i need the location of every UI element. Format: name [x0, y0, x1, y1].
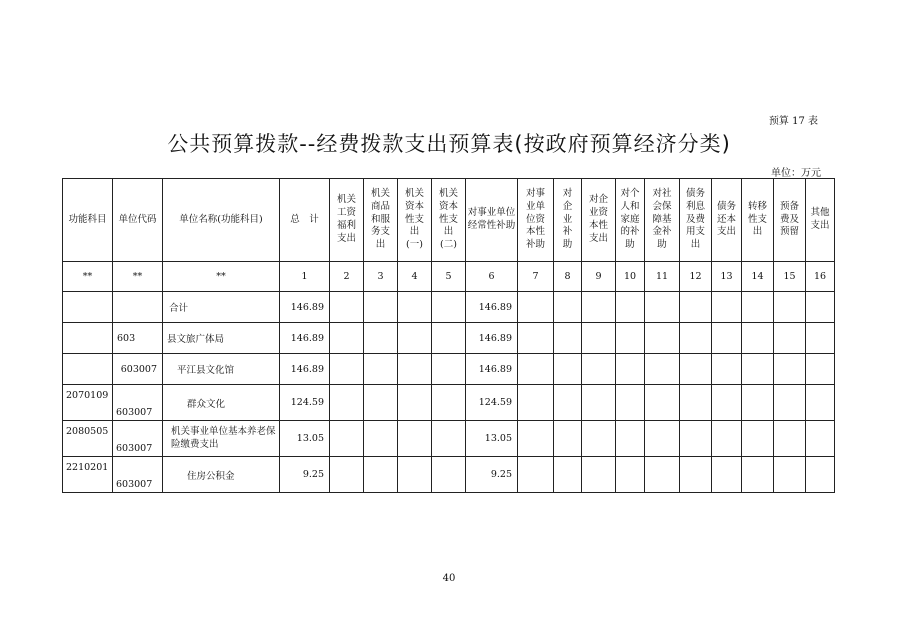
- header-cell: 单位名称(功能科目): [163, 179, 280, 262]
- index-cell: 4: [398, 262, 432, 292]
- public-institution-subsidy-cell: 146.89: [466, 323, 518, 354]
- func-code-cell: [63, 292, 113, 323]
- func-code-cell: 2070109: [63, 385, 113, 421]
- header-cell: 债务利息及费用支出: [685, 187, 705, 251]
- index-cell: 8: [554, 262, 582, 292]
- total-cell: 146.89: [280, 354, 330, 385]
- header-cell: 机关资本性支出(二): [438, 187, 458, 251]
- index-cell: 15: [774, 262, 806, 292]
- index-cell: 16: [806, 262, 835, 292]
- page-number: 40: [442, 573, 456, 584]
- public-institution-subsidy-cell: 9.25: [466, 457, 518, 493]
- unit-code-cell: 603007: [113, 385, 163, 421]
- table-row: [63, 457, 835, 493]
- header-cell: 机关工资福利支出: [336, 194, 356, 244]
- header-cell: 债务还本支出: [716, 200, 736, 238]
- header-cell: 机关商品和服务支出: [370, 187, 390, 251]
- index-cell: **: [113, 262, 163, 292]
- func-code-cell: [63, 354, 113, 385]
- index-cell: 11: [645, 262, 680, 292]
- unit-name-cell: 住房公积金: [163, 457, 280, 493]
- total-cell: 13.05: [280, 421, 330, 457]
- header-cell: 对企业补助: [562, 187, 573, 251]
- unit-name-cell: 县文旅广体局: [163, 323, 280, 354]
- unit-name-cell: 平江县文化馆: [163, 354, 280, 385]
- header-cell: 对事业单位经常性补助: [467, 207, 516, 231]
- table-number: 预算 17 表: [768, 116, 818, 127]
- unit-name-cell: 机关事业单位基本养老保险缴费支出: [163, 421, 280, 457]
- table-row: [63, 354, 835, 385]
- public-institution-subsidy-cell: 124.59: [466, 385, 518, 421]
- header-cell: 对社会保障基金补助: [652, 187, 672, 251]
- index-cell: 1: [280, 262, 330, 292]
- index-cell: 5: [432, 262, 466, 292]
- header-cell: 机关资本性支出(一): [404, 187, 424, 251]
- index-cell: 7: [518, 262, 554, 292]
- index-cell: **: [163, 262, 280, 292]
- page-title: 公共预算拨款--经费拨款支出预算表(按政府预算经济分类): [167, 132, 731, 156]
- index-cell: **: [63, 262, 113, 292]
- header-row: [63, 179, 835, 262]
- header-cell: 对企业资本性支出: [588, 194, 608, 244]
- index-cell: 9: [582, 262, 616, 292]
- total-cell: 124.59: [280, 385, 330, 421]
- table-row: [63, 323, 835, 354]
- total-cell: 9.25: [280, 457, 330, 493]
- unit-code-cell: 603: [113, 323, 163, 354]
- unit-code-cell: 603007: [113, 354, 163, 385]
- public-institution-subsidy-cell: 13.05: [466, 421, 518, 457]
- index-cell: 12: [680, 262, 712, 292]
- header-cell: 单位代码: [113, 179, 163, 262]
- total-cell: 146.89: [280, 292, 330, 323]
- header-cell: 功能科目: [63, 179, 113, 262]
- func-code-cell: 2080505: [63, 421, 113, 457]
- unit-code-cell: 603007: [113, 457, 163, 493]
- index-cell: 3: [364, 262, 398, 292]
- index-cell: 13: [712, 262, 742, 292]
- unit-label: 单位：万元: [771, 168, 821, 179]
- header-cell: 总 计: [280, 179, 330, 262]
- table-row: [63, 292, 835, 323]
- header-cell: 转移性支出: [747, 200, 767, 238]
- unit-code-cell: [113, 292, 163, 323]
- index-cell: 6: [466, 262, 518, 292]
- index-row: [63, 262, 835, 292]
- func-code-cell: 2210201: [63, 457, 113, 493]
- budget-table: [62, 178, 835, 493]
- func-code-cell: [63, 323, 113, 354]
- header-cell: 其他支出: [810, 207, 830, 231]
- header-cell: 对个人和家庭的补助: [620, 187, 640, 251]
- index-cell: 10: [616, 262, 645, 292]
- public-institution-subsidy-cell: 146.89: [466, 292, 518, 323]
- index-cell: 2: [330, 262, 364, 292]
- index-cell: 14: [742, 262, 774, 292]
- table-row: [63, 421, 835, 457]
- public-institution-subsidy-cell: 146.89: [466, 354, 518, 385]
- unit-name-cell: 合计: [163, 292, 280, 323]
- unit-name-cell: 群众文化: [163, 385, 280, 421]
- table-row: [63, 385, 835, 421]
- header-cell: 对事业单位资本性补助: [525, 187, 545, 251]
- total-cell: 146.89: [280, 323, 330, 354]
- header-cell: 预备费及预留: [779, 200, 799, 238]
- unit-code-cell: 603007: [113, 421, 163, 457]
